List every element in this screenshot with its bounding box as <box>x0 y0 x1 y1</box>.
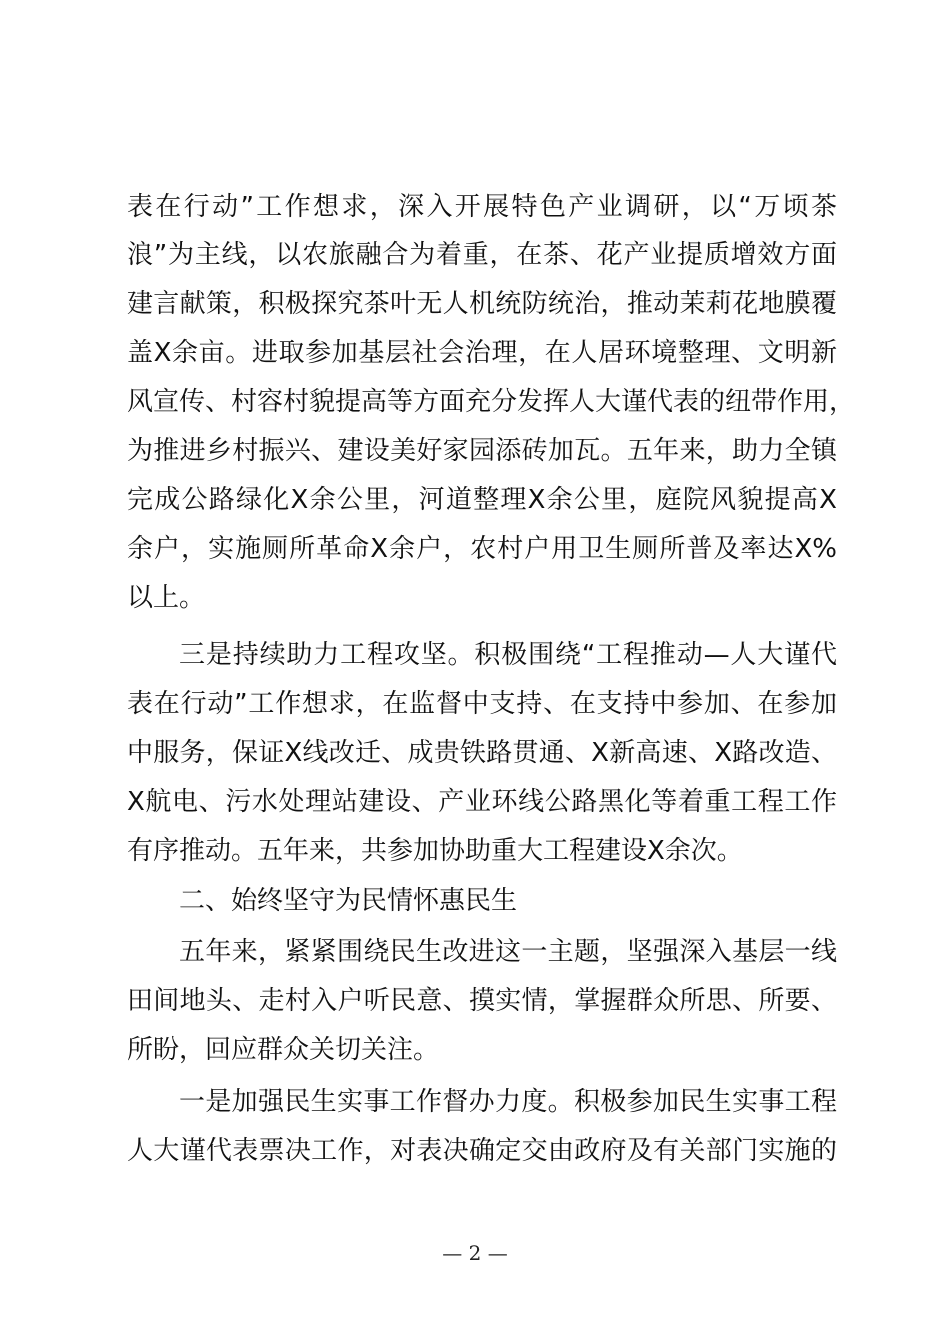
paragraph-line: 建言献策，积极探究茶叶无人机统防统治，推动茉莉花地膜覆 <box>127 289 837 319</box>
paragraph-line: 表在行动”工作想求，在监督中支持、在支持中参加、在参加 <box>127 689 837 719</box>
paragraph-line: 人大谨代表票决工作，对表决确定交由政府及有关部门实施的 <box>127 1136 837 1166</box>
section-heading: 二、始终坚守为民情怀惠民生 <box>179 886 518 916</box>
paragraph-line: 余户，实施厕所革命X余户，农村户用卫生厕所普及率达X% <box>127 534 837 564</box>
paragraph-line: 盖X余亩。进取参加基层社会治理，在人居环境整理、文明新 <box>127 338 837 368</box>
paragraph-line: 表在行动”工作想求，深入开展特色产业调研，以“万顷茶 <box>127 192 837 222</box>
paragraph-line: 一是加强民生实事工作督办力度。积极参加民生实事工程 <box>179 1087 837 1117</box>
paragraph-line: 中服务，保证X线改迁、成贵铁路贯通、X新高速、X路改造、 <box>127 738 837 768</box>
paragraph-line: 为推进乡村振兴、建设美好家园添砖加瓦。五年来，助力全镇 <box>127 436 837 466</box>
paragraph-line: 田间地头、走村入户听民意、摸实情，掌握群众所思、所要、 <box>127 986 837 1016</box>
paragraph-line: 完成公路绿化X余公里，河道整理X余公里，庭院风貌提高X <box>127 485 837 515</box>
page-number: — 2 — <box>442 1241 508 1265</box>
paragraph-line: 浪”为主线，以农旅融合为着重，在茶、花产业提质增效方面 <box>127 240 837 270</box>
paragraph-line: 三是持续助力工程攻坚。积极围绕“工程推动—人大谨代 <box>179 640 837 670</box>
paragraph-line: 所盼，回应群众关切关注。 <box>127 1035 440 1065</box>
paragraph-line: 以上。 <box>127 583 206 613</box>
paragraph-line: X航电、污水处理站建设、产业环线公路黑化等着重工程工作 <box>127 787 837 817</box>
paragraph-line: 风宣传、村容村貌提高等方面充分发挥人大谨代表的纽带作用， <box>127 387 856 417</box>
paragraph-line: 有序推动。五年来，共参加协助重大工程建设X余次。 <box>127 836 743 866</box>
paragraph-line: 五年来，紧紧围绕民生改进这一主题，坚强深入基层一线 <box>179 937 837 967</box>
